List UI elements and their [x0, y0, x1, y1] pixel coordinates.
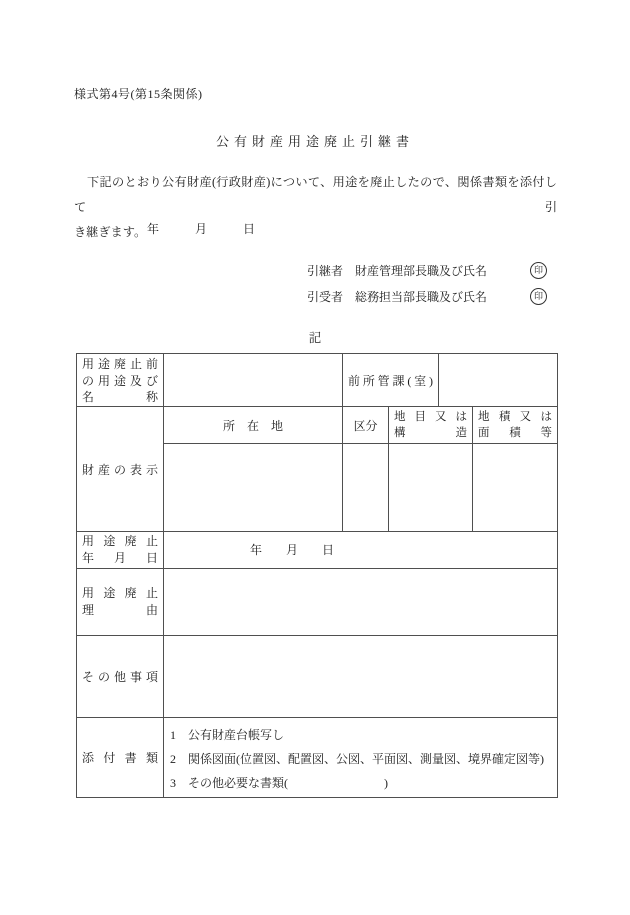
attachment-item: 1 公有財産台帳写し [170, 728, 285, 742]
former-section-label: 前所管課(室) [343, 354, 439, 407]
other-matters-value-cell [164, 636, 557, 718]
abolition-reason-value-cell [164, 569, 557, 636]
transferor-row [307, 262, 547, 279]
property-display-label: 財産の表示 [77, 407, 164, 532]
attachment-item: 3 その他必要な書類( ) [170, 776, 388, 790]
land-type-header: 地目又は 構造 [389, 407, 473, 444]
transferor-role: 引継者 [307, 264, 344, 278]
page-title: 公有財産用途廃止引継書 [215, 134, 414, 149]
seal-icon: 印 [530, 288, 547, 305]
transferee-title-name: 総務担当部長職及び氏名 [355, 290, 488, 304]
category-header: 区分 [343, 407, 389, 444]
attachment-item: 2 関係図面(位置図、配置図、公図、平面図、測量図、境界確定図等) [170, 752, 544, 766]
attachments-list [164, 718, 557, 797]
transferee-label [307, 288, 487, 305]
area-header: 地積又は 面積等 [473, 407, 557, 444]
attachments-label: 添付書類 [77, 718, 164, 797]
location-value-cell [164, 444, 343, 532]
abolition-date-value: 年 月 日 [164, 532, 557, 569]
other-matters-label: その他事項 [77, 636, 164, 718]
date-line: 年 月 日 [147, 222, 256, 236]
former-section-value-cell [439, 354, 557, 407]
location-header: 所 在 地 [164, 407, 343, 444]
body-line-1: 下記のとおり公有財産(行政財産)について、用途を廃止したので、関係書類を添付して引 [74, 175, 557, 214]
transferor-label [307, 262, 487, 279]
record-marker: 記 [308, 331, 322, 345]
land-type-value-cell [389, 444, 473, 532]
abolition-reason-label: 用途廃止 理由 [77, 569, 164, 636]
transferor-title-name: 財産管理部長職及び氏名 [355, 264, 488, 278]
abolition-date-label: 用途廃止 年月日 [77, 532, 164, 569]
pre-abolition-use-value-cell [164, 354, 343, 407]
form-number: 様式第4号(第15条関係) [74, 87, 203, 101]
area-value-cell [473, 444, 557, 532]
form-table [76, 353, 558, 798]
seal-icon: 印 [530, 262, 547, 279]
body-line-2: き継ぎます。 [74, 225, 147, 239]
transferee-row [307, 288, 547, 305]
pre-abolition-use-label: 用途廃止前 の用途及び 名称 [77, 354, 164, 407]
category-value-cell [343, 444, 389, 532]
signature-block [307, 262, 547, 314]
transferee-role: 引受者 [307, 290, 344, 304]
